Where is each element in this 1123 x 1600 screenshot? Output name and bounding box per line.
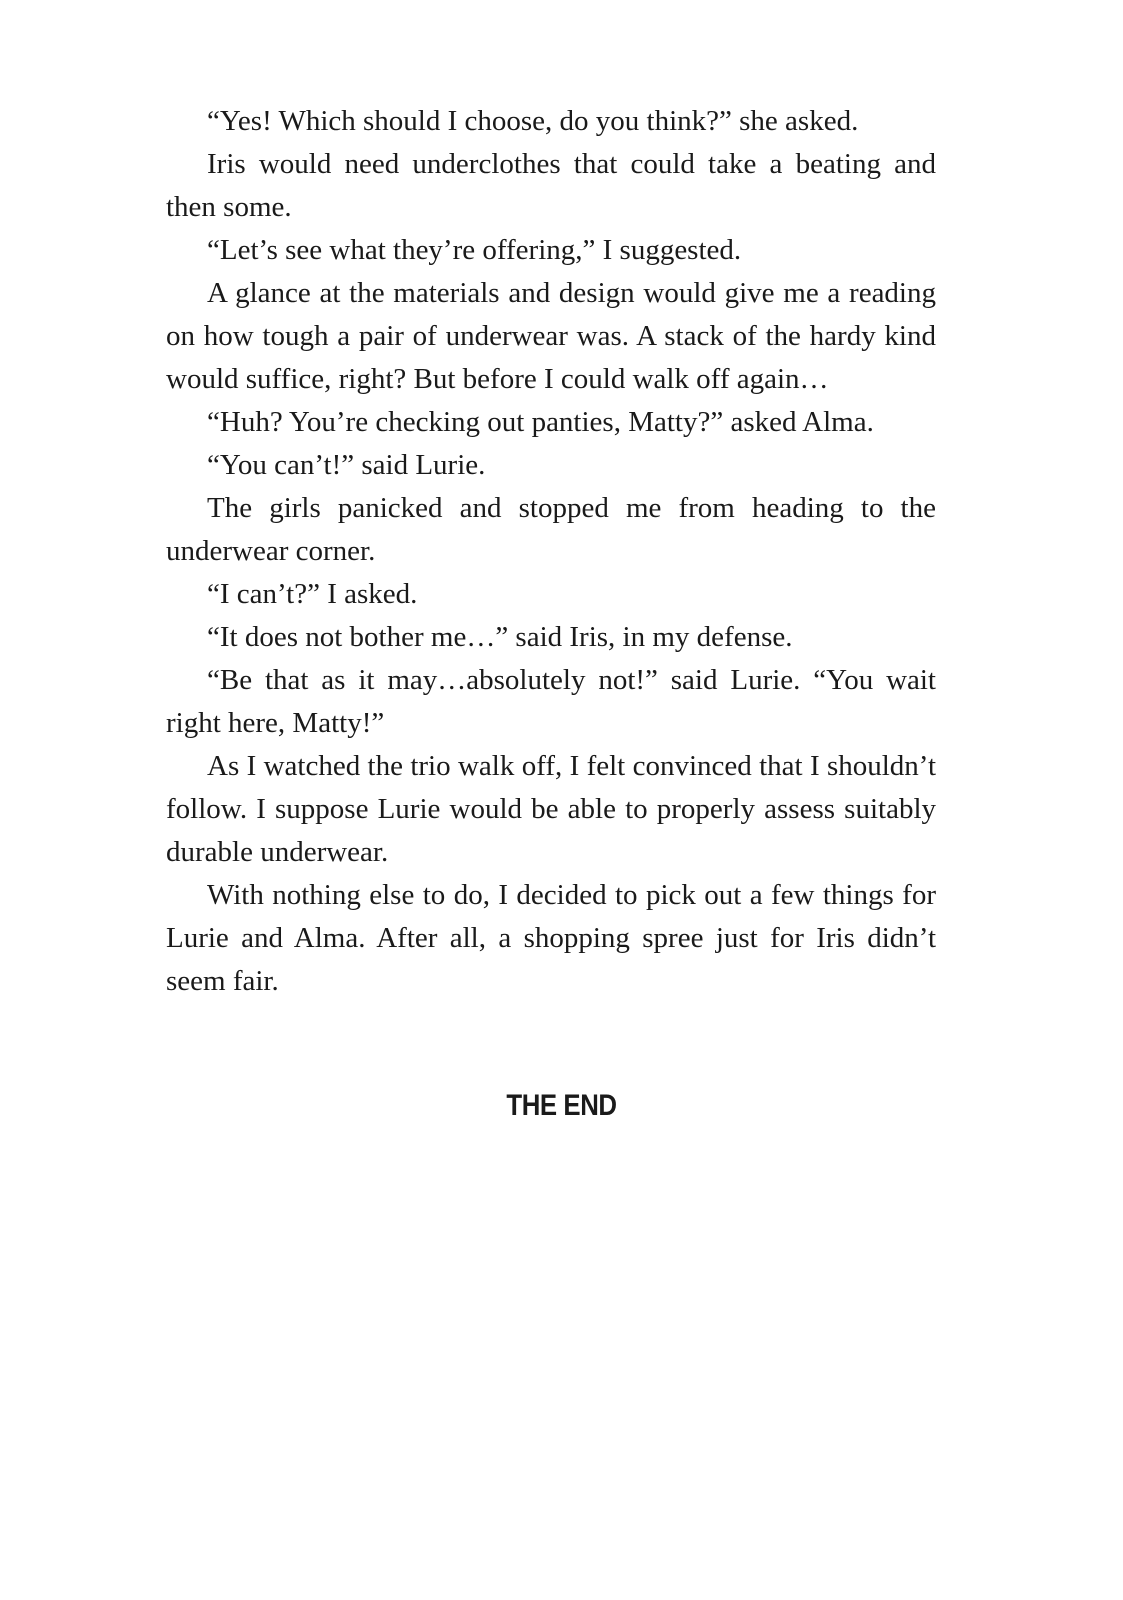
paragraph: “Yes! Which should I choose, do you think?” she asked.	[207, 105, 859, 137]
paragraph: “You can’t!” said Lurie.	[207, 449, 486, 481]
paragraph: “Be that as it may…absolutely not!” said Lurie. “You wait right here, Matty!”	[166, 664, 936, 739]
body-text	[166, 100, 936, 1003]
paragraph: “It does not bother me…” said Iris, in my defense.	[207, 621, 793, 653]
paragraph: “Let’s see what they’re offering,” I suggested.	[207, 234, 742, 266]
paragraph: As I watched the trio walk off, I felt convinced that I shouldn’t follow. I suppose Lurie would be able to properly assess suitably durable underwear.	[166, 750, 936, 868]
paragraph: With nothing else to do, I decided to pick out a few things for Lurie and Alma. After all, a shopping spree just for Iris didn’t seem fair.	[166, 879, 936, 997]
paragraph: “I can’t?” I asked.	[207, 578, 418, 610]
paragraph: “Huh? You’re checking out panties, Matty?” asked Alma.	[207, 406, 874, 438]
paragraph: Iris would need underclothes that could take a beating and then some.	[166, 148, 936, 223]
paragraph: The girls panicked and stopped me from heading to the underwear corner.	[166, 492, 936, 567]
paragraph: A glance at the materials and design would give me a reading on how tough a pair of underwear was. A stack of the hardy kind would suffice, right? But before I could walk off again…	[166, 277, 936, 395]
end-heading: THE END	[506, 1089, 617, 1122]
